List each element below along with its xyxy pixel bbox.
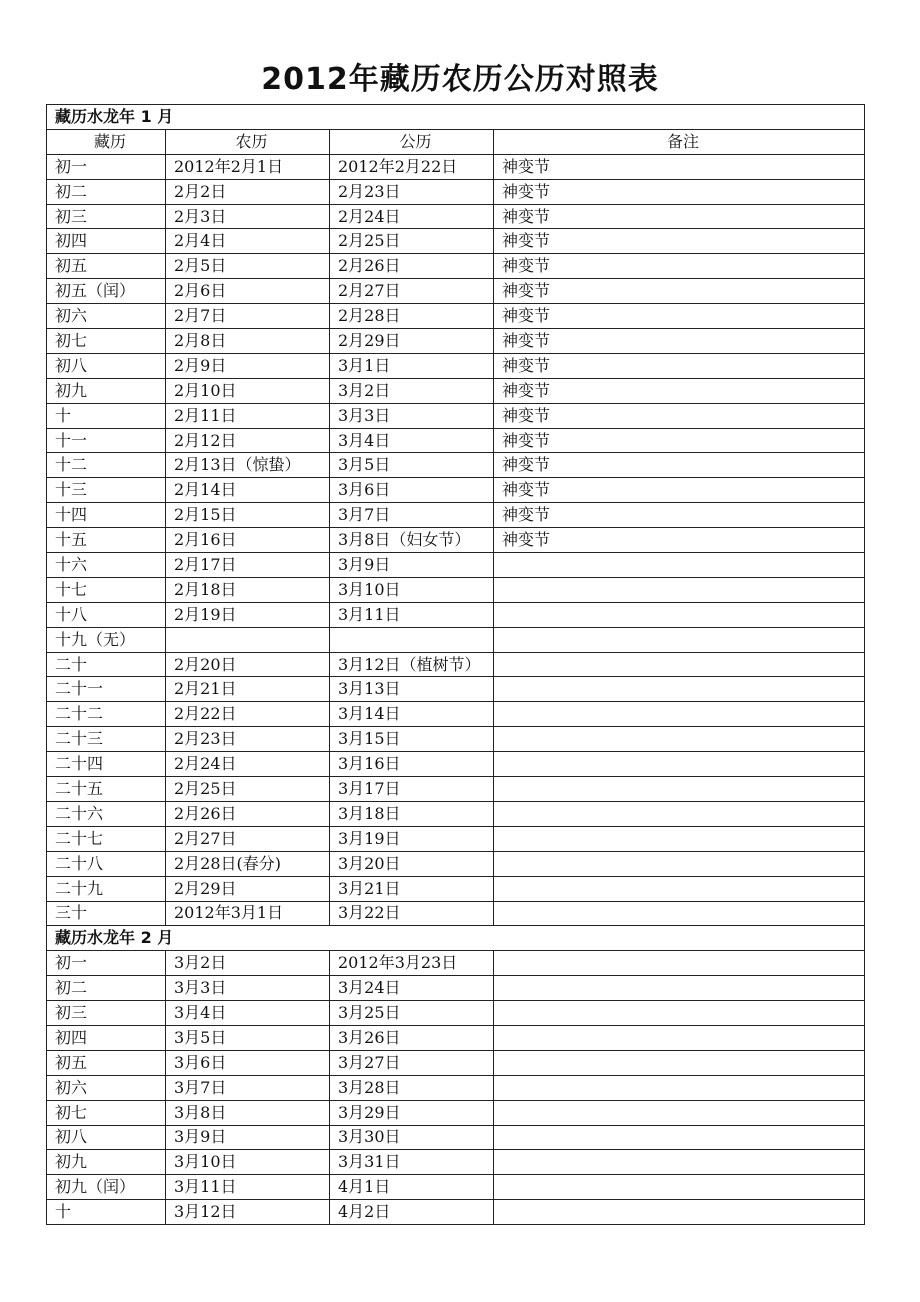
table-row xyxy=(47,553,865,578)
note-cell xyxy=(494,553,865,578)
table-row xyxy=(47,254,865,279)
lunar-date-cell: 3月12日 xyxy=(166,1200,330,1225)
lunar-date-cell: 2月6日 xyxy=(166,279,330,304)
lunar-date-cell: 2月5日 xyxy=(166,254,330,279)
lunar-date-cell: 2月29日 xyxy=(166,876,330,901)
tibetan-date-cell: 初六 xyxy=(47,304,166,329)
tibetan-date-cell: 初一 xyxy=(47,951,166,976)
lunar-date-cell: 3月5日 xyxy=(166,1025,330,1050)
table-row xyxy=(47,752,865,777)
table-row xyxy=(47,453,865,478)
table-row xyxy=(47,503,865,528)
lunar-date-cell: 2月14日 xyxy=(166,478,330,503)
table-row xyxy=(47,627,865,652)
tibetan-date-cell: 十 xyxy=(47,1200,166,1225)
gregorian-date-cell: 3月21日 xyxy=(330,876,494,901)
tibetan-date-cell: 十一 xyxy=(47,428,166,453)
tibetan-date-cell: 二十一 xyxy=(47,677,166,702)
gregorian-date-cell: 4月1日 xyxy=(330,1175,494,1200)
table-row xyxy=(47,702,865,727)
note-cell: 神变节 xyxy=(494,378,865,403)
gregorian-date-cell: 3月9日 xyxy=(330,553,494,578)
lunar-date-cell: 2月4日 xyxy=(166,229,330,254)
lunar-date-cell: 2月15日 xyxy=(166,503,330,528)
lunar-date-cell: 2月16日 xyxy=(166,528,330,553)
gregorian-date-cell: 3月27日 xyxy=(330,1050,494,1075)
table-row xyxy=(47,353,865,378)
tibetan-date-cell: 初四 xyxy=(47,229,166,254)
gregorian-date-cell: 2月26日 xyxy=(330,254,494,279)
note-cell: 神变节 xyxy=(494,478,865,503)
gregorian-date-cell: 3月8日（妇女节） xyxy=(330,528,494,553)
tibetan-date-cell: 十四 xyxy=(47,503,166,528)
gregorian-date-cell: 2012年3月23日 xyxy=(330,951,494,976)
table-row xyxy=(47,777,865,802)
lunar-date-cell: 2月18日 xyxy=(166,577,330,602)
gregorian-date-cell: 3月5日 xyxy=(330,453,494,478)
lunar-date-cell: 3月8日 xyxy=(166,1100,330,1125)
gregorian-date-cell: 3月16日 xyxy=(330,752,494,777)
note-cell: 神变节 xyxy=(494,279,865,304)
note-cell: 神变节 xyxy=(494,304,865,329)
note-cell xyxy=(494,702,865,727)
gregorian-date-cell: 3月26日 xyxy=(330,1025,494,1050)
tibetan-date-cell: 初四 xyxy=(47,1025,166,1050)
note-cell xyxy=(494,1175,865,1200)
note-cell xyxy=(494,901,865,926)
lunar-date-cell: 2月27日 xyxy=(166,826,330,851)
lunar-date-cell: 3月10日 xyxy=(166,1150,330,1175)
gregorian-date-cell: 2月25日 xyxy=(330,229,494,254)
gregorian-date-cell: 3月15日 xyxy=(330,727,494,752)
tibetan-date-cell: 初五 xyxy=(47,254,166,279)
table-row xyxy=(47,179,865,204)
tibetan-date-cell: 初七 xyxy=(47,329,166,354)
tibetan-date-cell: 十三 xyxy=(47,478,166,503)
table-row xyxy=(47,378,865,403)
tibetan-date-cell: 初九 xyxy=(47,378,166,403)
table-row xyxy=(47,1175,865,1200)
tibetan-date-cell: 十八 xyxy=(47,602,166,627)
gregorian-date-cell: 2月23日 xyxy=(330,179,494,204)
note-cell xyxy=(494,1150,865,1175)
column-header: 公历 xyxy=(330,129,494,154)
table-row xyxy=(47,727,865,752)
gregorian-date-cell: 2月29日 xyxy=(330,329,494,354)
lunar-date-cell: 2月11日 xyxy=(166,403,330,428)
gregorian-date-cell: 2月28日 xyxy=(330,304,494,329)
table-row xyxy=(47,279,865,304)
gregorian-date-cell: 3月6日 xyxy=(330,478,494,503)
tibetan-date-cell: 二十四 xyxy=(47,752,166,777)
lunar-date-cell: 2月7日 xyxy=(166,304,330,329)
gregorian-date-cell: 3月24日 xyxy=(330,976,494,1001)
gregorian-date-cell: 3月18日 xyxy=(330,801,494,826)
note-cell xyxy=(494,826,865,851)
tibetan-date-cell: 十七 xyxy=(47,577,166,602)
note-cell xyxy=(494,1075,865,1100)
lunar-date-cell: 2月21日 xyxy=(166,677,330,702)
column-header: 农历 xyxy=(166,129,330,154)
lunar-date-cell: 2月17日 xyxy=(166,553,330,578)
tibetan-date-cell: 十六 xyxy=(47,553,166,578)
column-header: 藏历 xyxy=(47,129,166,154)
note-cell xyxy=(494,1200,865,1225)
lunar-date-cell: 2月20日 xyxy=(166,652,330,677)
note-cell: 神变节 xyxy=(494,204,865,229)
gregorian-date-cell: 2012年2月22日 xyxy=(330,154,494,179)
table-row xyxy=(47,478,865,503)
calendar-body xyxy=(47,105,865,1225)
table-row xyxy=(47,428,865,453)
gregorian-date-cell: 3月13日 xyxy=(330,677,494,702)
note-cell xyxy=(494,851,865,876)
note-cell xyxy=(494,602,865,627)
table-row xyxy=(47,403,865,428)
table-row xyxy=(47,528,865,553)
tibetan-date-cell: 十 xyxy=(47,403,166,428)
tibetan-date-cell: 初五（闰） xyxy=(47,279,166,304)
note-cell xyxy=(494,1100,865,1125)
gregorian-date-cell: 3月14日 xyxy=(330,702,494,727)
tibetan-date-cell: 初二 xyxy=(47,976,166,1001)
note-cell: 神变节 xyxy=(494,503,865,528)
table-row xyxy=(47,976,865,1001)
gregorian-date-cell: 3月22日 xyxy=(330,901,494,926)
table-row xyxy=(47,1125,865,1150)
lunar-date-cell: 2月25日 xyxy=(166,777,330,802)
note-cell xyxy=(494,976,865,1001)
gregorian-date-cell: 3月11日 xyxy=(330,602,494,627)
gregorian-date-cell: 3月3日 xyxy=(330,403,494,428)
tibetan-date-cell: 初三 xyxy=(47,1001,166,1026)
lunar-date-cell: 2月3日 xyxy=(166,204,330,229)
tibetan-date-cell: 二十七 xyxy=(47,826,166,851)
note-cell: 神变节 xyxy=(494,428,865,453)
lunar-date-cell: 2月13日（惊蛰） xyxy=(166,453,330,478)
table-row xyxy=(47,1050,865,1075)
lunar-date-cell: 3月7日 xyxy=(166,1075,330,1100)
note-cell xyxy=(494,727,865,752)
table-row xyxy=(47,1100,865,1125)
gregorian-date-cell: 3月20日 xyxy=(330,851,494,876)
tibetan-date-cell: 初二 xyxy=(47,179,166,204)
gregorian-date-cell: 3月17日 xyxy=(330,777,494,802)
table-row xyxy=(47,901,865,926)
table-row xyxy=(47,826,865,851)
lunar-date-cell: 2月26日 xyxy=(166,801,330,826)
note-cell xyxy=(494,577,865,602)
note-cell: 神变节 xyxy=(494,179,865,204)
lunar-date-cell: 2月24日 xyxy=(166,752,330,777)
gregorian-date-cell: 3月1日 xyxy=(330,353,494,378)
tibetan-date-cell: 初七 xyxy=(47,1100,166,1125)
table-row xyxy=(47,652,865,677)
tibetan-date-cell: 二十三 xyxy=(47,727,166,752)
note-cell xyxy=(494,876,865,901)
note-cell: 神变节 xyxy=(494,154,865,179)
note-cell: 神变节 xyxy=(494,229,865,254)
gregorian-date-cell: 3月7日 xyxy=(330,503,494,528)
lunar-date-cell: 2月22日 xyxy=(166,702,330,727)
lunar-date-cell: 2月28日(春分) xyxy=(166,851,330,876)
note-cell: 神变节 xyxy=(494,528,865,553)
note-cell: 神变节 xyxy=(494,403,865,428)
lunar-date-cell: 3月11日 xyxy=(166,1175,330,1200)
tibetan-date-cell: 初九（闰） xyxy=(47,1175,166,1200)
gregorian-date-cell: 3月2日 xyxy=(330,378,494,403)
lunar-date-cell: 3月2日 xyxy=(166,951,330,976)
tibetan-date-cell: 二十六 xyxy=(47,801,166,826)
lunar-date-cell: 3月3日 xyxy=(166,976,330,1001)
note-cell: 神变节 xyxy=(494,254,865,279)
page-title: 2012年藏历农历公历对照表 xyxy=(261,62,659,97)
section-heading-row xyxy=(47,926,865,951)
table-row xyxy=(47,951,865,976)
tibetan-date-cell: 初八 xyxy=(47,1125,166,1150)
lunar-date-cell xyxy=(166,627,330,652)
lunar-date-cell: 2012年3月1日 xyxy=(166,901,330,926)
tibetan-date-cell: 初九 xyxy=(47,1150,166,1175)
section-heading: 藏历水龙年 1 月 xyxy=(47,105,865,130)
lunar-date-cell: 3月9日 xyxy=(166,1125,330,1150)
tibetan-date-cell: 初八 xyxy=(47,353,166,378)
column-header: 备注 xyxy=(494,129,865,154)
note-cell xyxy=(494,1001,865,1026)
gregorian-date-cell: 3月28日 xyxy=(330,1075,494,1100)
table-row xyxy=(47,677,865,702)
lunar-date-cell: 2月19日 xyxy=(166,602,330,627)
gregorian-date-cell: 2月27日 xyxy=(330,279,494,304)
gregorian-date-cell: 3月4日 xyxy=(330,428,494,453)
gregorian-date-cell: 3月10日 xyxy=(330,577,494,602)
lunar-date-cell: 2月8日 xyxy=(166,329,330,354)
table-row xyxy=(47,801,865,826)
calendar-table xyxy=(46,104,865,1225)
note-cell xyxy=(494,1050,865,1075)
gregorian-date-cell: 3月30日 xyxy=(330,1125,494,1150)
note-cell xyxy=(494,1125,865,1150)
tibetan-date-cell: 十五 xyxy=(47,528,166,553)
gregorian-date-cell: 3月25日 xyxy=(330,1001,494,1026)
tibetan-date-cell: 初一 xyxy=(47,154,166,179)
tibetan-date-cell: 初三 xyxy=(47,204,166,229)
tibetan-date-cell: 初五 xyxy=(47,1050,166,1075)
table-row xyxy=(47,1150,865,1175)
table-row xyxy=(47,577,865,602)
table-row xyxy=(47,602,865,627)
gregorian-date-cell: 4月2日 xyxy=(330,1200,494,1225)
tibetan-date-cell: 初六 xyxy=(47,1075,166,1100)
note-cell xyxy=(494,777,865,802)
lunar-date-cell: 2月23日 xyxy=(166,727,330,752)
tibetan-date-cell: 二十五 xyxy=(47,777,166,802)
note-cell xyxy=(494,951,865,976)
gregorian-date-cell: 3月29日 xyxy=(330,1100,494,1125)
table-row xyxy=(47,1025,865,1050)
tibetan-date-cell: 二十九 xyxy=(47,876,166,901)
tibetan-date-cell: 二十二 xyxy=(47,702,166,727)
tibetan-date-cell: 十九（无） xyxy=(47,627,166,652)
note-cell: 神变节 xyxy=(494,329,865,354)
note-cell xyxy=(494,1025,865,1050)
table-row xyxy=(47,1200,865,1225)
gregorian-date-cell: 2月24日 xyxy=(330,204,494,229)
lunar-date-cell: 2月2日 xyxy=(166,179,330,204)
table-row xyxy=(47,876,865,901)
gregorian-date-cell: 3月19日 xyxy=(330,826,494,851)
lunar-date-cell: 2月12日 xyxy=(166,428,330,453)
lunar-date-cell: 3月6日 xyxy=(166,1050,330,1075)
note-cell xyxy=(494,677,865,702)
tibetan-date-cell: 十二 xyxy=(47,453,166,478)
lunar-date-cell: 2月10日 xyxy=(166,378,330,403)
section-heading: 藏历水龙年 2 月 xyxy=(47,926,865,951)
table-row xyxy=(47,1001,865,1026)
tibetan-date-cell: 二十八 xyxy=(47,851,166,876)
note-cell xyxy=(494,627,865,652)
table-row xyxy=(47,329,865,354)
note-cell: 神变节 xyxy=(494,453,865,478)
note-cell xyxy=(494,752,865,777)
gregorian-date-cell: 3月12日（植树节） xyxy=(330,652,494,677)
table-row xyxy=(47,1075,865,1100)
note-cell xyxy=(494,652,865,677)
table-row xyxy=(47,851,865,876)
table-row xyxy=(47,229,865,254)
lunar-date-cell: 3月4日 xyxy=(166,1001,330,1026)
table-row xyxy=(47,304,865,329)
gregorian-date-cell: 3月31日 xyxy=(330,1150,494,1175)
lunar-date-cell: 2月9日 xyxy=(166,353,330,378)
lunar-date-cell: 2012年2月1日 xyxy=(166,154,330,179)
table-row xyxy=(47,204,865,229)
column-header-row xyxy=(47,129,865,154)
gregorian-date-cell xyxy=(330,627,494,652)
tibetan-date-cell: 二十 xyxy=(47,652,166,677)
section-heading-row xyxy=(47,105,865,130)
tibetan-date-cell: 三十 xyxy=(47,901,166,926)
table-row xyxy=(47,154,865,179)
note-cell xyxy=(494,801,865,826)
note-cell: 神变节 xyxy=(494,353,865,378)
